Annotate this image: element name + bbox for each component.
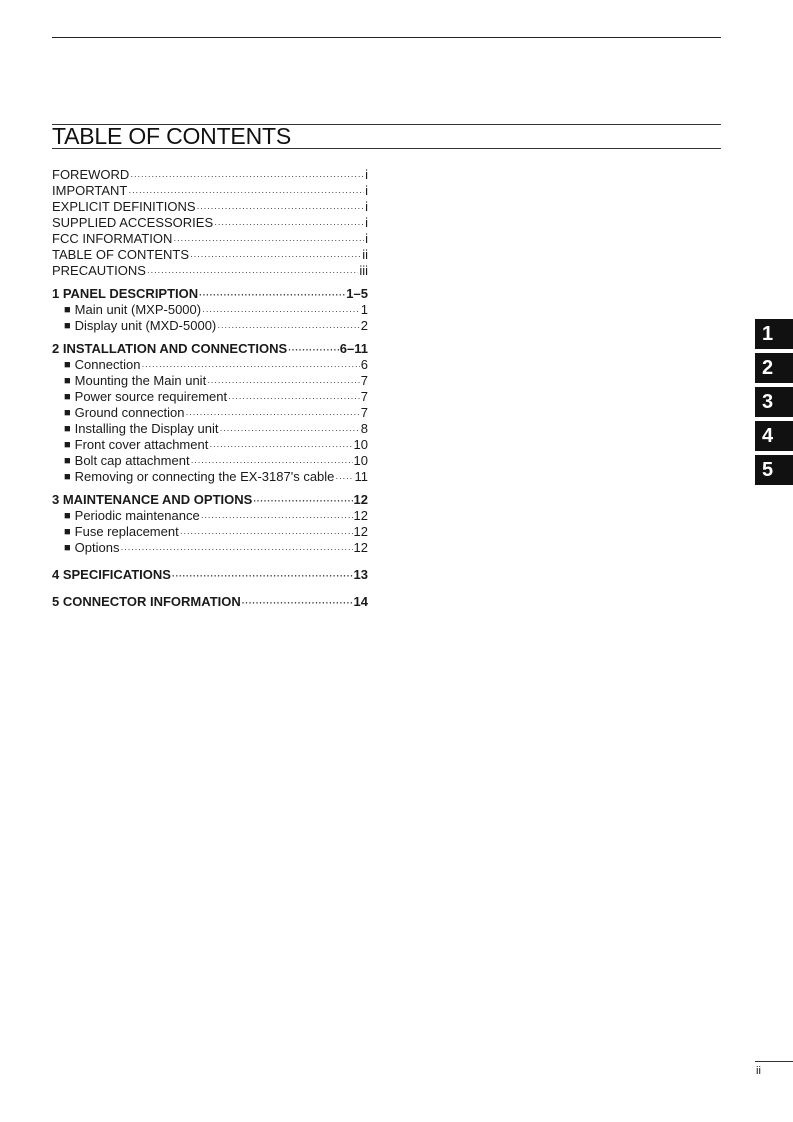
- footer-rule: [755, 1061, 793, 1062]
- leader-dots: [335, 470, 353, 486]
- toc-entry-foreword[interactable]: [52, 167, 368, 183]
- toc-section-page: 12: [353, 492, 368, 507]
- toc-entry-label: FOREWORD: [52, 167, 130, 182]
- toc-item-label: ■ Display unit (MXD-5000): [64, 318, 216, 335]
- toc-entry-label: EXPLICIT DEFINITIONS: [52, 199, 196, 214]
- toc-item-installing-display-unit[interactable]: [52, 421, 368, 437]
- table-of-contents: [52, 167, 368, 610]
- toc-entry-fcc-information[interactable]: [52, 231, 368, 247]
- toc-section-page: 6–11: [339, 341, 368, 356]
- leader-dots: [120, 541, 352, 557]
- leader-dots: [242, 595, 353, 611]
- toc-item-label: ■ Main unit (MXP-5000): [64, 302, 201, 319]
- toc-entry-precautions[interactable]: [52, 263, 368, 279]
- toc-item-page: 6: [360, 357, 368, 372]
- toc-entry-page: i: [365, 215, 368, 230]
- section-tab-5[interactable]: 5: [755, 455, 793, 485]
- toc-item-page: 10: [353, 453, 368, 468]
- toc-item-page: 12: [353, 524, 368, 539]
- toc-item-label: ■ Installing the Display unit: [64, 421, 218, 438]
- page-number: ii: [756, 1065, 761, 1077]
- toc-item-label: ■ Power source requirement: [64, 389, 227, 406]
- toc-section-installation-and-connections[interactable]: [52, 341, 368, 357]
- leader-dots: [202, 303, 360, 319]
- leader-dots: [190, 248, 361, 264]
- leader-dots: [253, 493, 352, 509]
- toc-item-periodic-maintenance[interactable]: [52, 508, 368, 524]
- toc-item-mounting-main-unit[interactable]: [52, 373, 368, 389]
- leader-dots: [141, 358, 359, 374]
- toc-item-connection[interactable]: [52, 357, 368, 373]
- leader-dots: [186, 406, 360, 422]
- toc-item-page: 10: [353, 437, 368, 452]
- toc-item-label: ■ Options: [64, 540, 119, 557]
- toc-item-bolt-cap-attachment[interactable]: [52, 453, 368, 469]
- toc-item-page: 2: [360, 318, 368, 333]
- section-tab-3[interactable]: 3: [755, 387, 793, 417]
- leader-dots: [180, 525, 353, 541]
- toc-section-page: 14: [353, 594, 368, 609]
- toc-section-label: 3 MAINTENANCE AND OPTIONS: [52, 492, 253, 507]
- toc-item-power-source-requirement[interactable]: [52, 389, 368, 405]
- toc-section-specifications[interactable]: [52, 567, 368, 583]
- toc-entry-supplied-accessories[interactable]: [52, 215, 368, 231]
- toc-item-label: ■ Mounting the Main unit: [64, 373, 206, 390]
- toc-item-label: ■ Ground connection: [64, 405, 185, 422]
- toc-item-main-unit[interactable]: [52, 302, 368, 318]
- toc-item-page: 1: [360, 302, 368, 317]
- toc-item-label: ■ Bolt cap attachment: [64, 453, 190, 470]
- leader-dots: [147, 264, 358, 280]
- leader-dots: [128, 184, 364, 200]
- toc-entry-page: i: [365, 231, 368, 246]
- toc-item-page: 8: [360, 421, 368, 436]
- leader-dots: [288, 342, 339, 358]
- leader-dots: [199, 287, 345, 303]
- leader-dots: [197, 200, 365, 216]
- toc-entry-page: i: [365, 183, 368, 198]
- toc-entry-label: SUPPLIED ACCESSORIES: [52, 215, 214, 230]
- leader-dots: [201, 509, 353, 525]
- toc-entry-label: TABLE OF CONTENTS: [52, 247, 189, 262]
- toc-entry-explicit-definitions[interactable]: [52, 199, 368, 215]
- toc-entry-label: IMPORTANT: [52, 183, 128, 198]
- toc-entry-table-of-contents[interactable]: [52, 247, 368, 263]
- title-bottom-rule: [52, 148, 721, 149]
- toc-item-page: 7: [360, 389, 368, 404]
- leader-dots: [191, 454, 353, 470]
- toc-entry-label: PRECAUTIONS: [52, 263, 146, 278]
- toc-item-label: ■ Front cover attachment: [64, 437, 208, 454]
- leader-dots: [217, 319, 360, 335]
- section-tabs: [755, 319, 793, 489]
- toc-item-page: 7: [360, 373, 368, 388]
- toc-section-label: 4 SPECIFICATIONS: [52, 567, 171, 582]
- leader-dots: [219, 422, 359, 438]
- toc-item-front-cover-attachment[interactable]: [52, 437, 368, 453]
- toc-item-page: 11: [354, 469, 368, 484]
- leader-dots: [172, 568, 353, 584]
- section-tab-4[interactable]: 4: [755, 421, 793, 451]
- leader-dots: [207, 374, 360, 390]
- toc-entry-page: ii: [362, 247, 368, 262]
- toc-item-display-unit[interactable]: [52, 318, 368, 334]
- toc-item-removing-connecting-cable[interactable]: [52, 469, 368, 485]
- toc-item-label: ■ Connection: [64, 357, 140, 374]
- toc-entry-label: FCC INFORMATION: [52, 231, 173, 246]
- leader-dots: [228, 390, 360, 406]
- toc-section-label: 5 CONNECTOR INFORMATION: [52, 594, 241, 609]
- toc-entry-important[interactable]: [52, 183, 368, 199]
- toc-entry-page: i: [365, 199, 368, 214]
- section-tab-2[interactable]: 2: [755, 353, 793, 383]
- toc-section-connector-information[interactable]: [52, 594, 368, 610]
- leader-dots: [173, 232, 364, 248]
- toc-section-page: 13: [353, 567, 368, 582]
- top-rule: [52, 37, 721, 38]
- leader-dots: [209, 438, 352, 454]
- toc-item-ground-connection[interactable]: [52, 405, 368, 421]
- toc-entry-page: iii: [359, 263, 368, 278]
- toc-item-label: ■ Removing or connecting the EX-3187's cable: [64, 469, 334, 486]
- toc-section-maintenance-and-options[interactable]: [52, 492, 368, 508]
- section-tab-1[interactable]: 1: [755, 319, 793, 349]
- toc-section-label: 2 INSTALLATION AND CONNECTIONS: [52, 341, 288, 356]
- page-title: TABLE OF CONTENTS: [52, 123, 291, 149]
- toc-item-label: ■ Fuse replacement: [64, 524, 179, 541]
- toc-item-label: ■ Periodic maintenance: [64, 508, 200, 525]
- leader-dots: [214, 216, 364, 232]
- toc-item-options[interactable]: [52, 540, 368, 556]
- toc-item-fuse-replacement[interactable]: [52, 524, 368, 540]
- toc-entry-page: i: [365, 167, 368, 182]
- toc-item-page: 12: [353, 508, 368, 523]
- toc-item-page: 7: [360, 405, 368, 420]
- leader-dots: [130, 168, 364, 184]
- toc-section-panel-description[interactable]: [52, 286, 368, 302]
- toc-item-page: 12: [353, 540, 368, 555]
- toc-section-label: 1 PANEL DESCRIPTION: [52, 286, 199, 301]
- toc-section-page: 1–5: [346, 286, 368, 301]
